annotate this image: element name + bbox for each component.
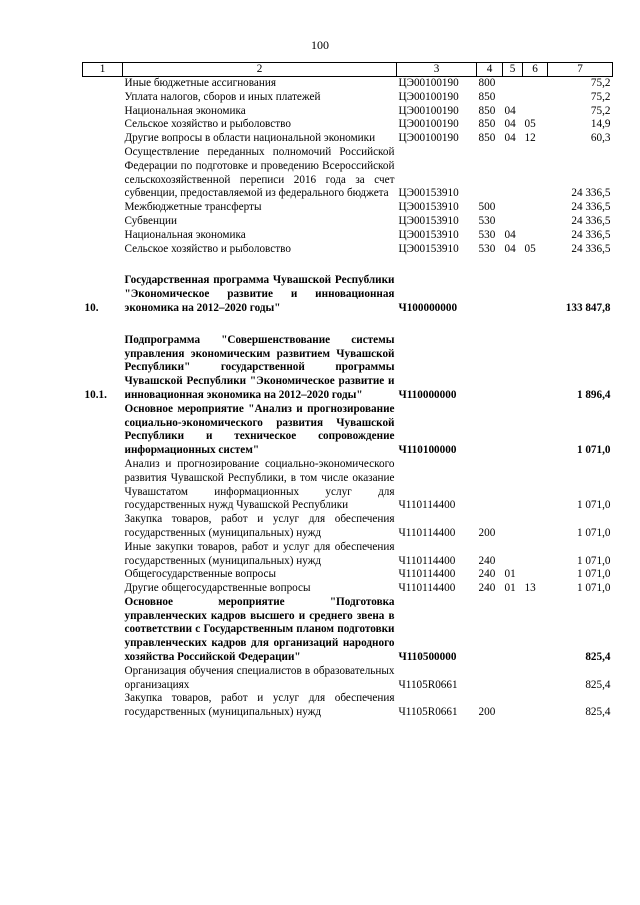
table-row xyxy=(83,105,613,119)
row-section xyxy=(503,334,523,403)
row-code: Ч1105R0661 xyxy=(398,706,458,719)
row-section: 04 xyxy=(504,118,516,131)
row-amount: 24 336,5 xyxy=(571,201,611,214)
row-expense-type: 530 xyxy=(478,242,496,255)
row-section xyxy=(503,513,523,541)
row-expense-type: 530 xyxy=(478,214,496,227)
table-row xyxy=(83,201,613,215)
table-row xyxy=(83,692,613,720)
table-row xyxy=(83,513,613,541)
row-subsection: 13 xyxy=(524,582,536,595)
row-name: Организация обучения специалистов в образовательных организациях xyxy=(124,664,395,691)
table-row xyxy=(83,91,613,105)
row-number xyxy=(83,229,123,243)
row-code: Ч1105R0661 xyxy=(398,678,458,691)
row-code: Ч110114400 xyxy=(398,554,456,567)
row-subsection xyxy=(523,458,548,513)
spacer-row xyxy=(83,256,613,274)
row-subsection xyxy=(523,105,548,119)
row-section: 01 xyxy=(504,568,516,581)
row-expense-type: 850 xyxy=(478,104,496,117)
row-subsection xyxy=(523,274,548,315)
row-amount: 1 071,0 xyxy=(576,582,611,595)
row-code: Ч110500000 xyxy=(398,651,457,664)
row-expense-type: 800 xyxy=(478,77,496,89)
table-row xyxy=(83,582,613,596)
row-number xyxy=(83,513,123,541)
table-row xyxy=(83,541,613,569)
header-col-5: 5 xyxy=(503,63,523,77)
row-name: Уплата налогов, сборов и иных платежей xyxy=(124,90,321,103)
row-subsection: 05 xyxy=(524,118,536,131)
table-row xyxy=(83,596,613,665)
row-subsection xyxy=(523,201,548,215)
row-code: Ч100000000 xyxy=(398,301,458,314)
row-number xyxy=(83,582,123,596)
row-section xyxy=(503,215,523,229)
row-subsection: 12 xyxy=(524,132,536,145)
row-amount: 1 071,0 xyxy=(576,499,611,512)
row-name: Осуществление переданных полномочий Российской Федерации по подготовке и проведению Всероссийской сельскохозяйственной переписи 2016 года за счет субвенции, предоставляемой из федерального бюджета xyxy=(124,145,395,200)
row-number xyxy=(83,568,123,582)
row-number xyxy=(83,541,123,569)
table-row xyxy=(83,146,613,201)
row-subsection xyxy=(523,403,548,458)
row-expense-type xyxy=(477,596,503,665)
row-section xyxy=(503,596,523,665)
row-name: Другие общегосударственные вопросы xyxy=(124,582,311,595)
row-name: Другие вопросы в области национальной экономики xyxy=(124,132,376,145)
row-number: 10. xyxy=(84,301,99,314)
spacer-row xyxy=(83,316,613,334)
table-row xyxy=(83,132,613,146)
row-section xyxy=(503,146,523,201)
row-section xyxy=(503,692,523,720)
table-row xyxy=(83,458,613,513)
row-number xyxy=(83,215,123,229)
row-name: Сельское хозяйство и рыболовство xyxy=(124,242,291,255)
row-code: Ч110114400 xyxy=(398,582,456,595)
row-number xyxy=(83,146,123,201)
table-row xyxy=(83,215,613,229)
table-header xyxy=(83,63,613,77)
row-section xyxy=(503,91,523,105)
row-name: Национальная экономика xyxy=(124,104,246,117)
table-row xyxy=(83,77,613,91)
row-amount: 75,2 xyxy=(590,90,611,103)
table-row xyxy=(83,118,613,132)
row-expense-type: 850 xyxy=(478,132,496,145)
row-code: ЦЭ00153910 xyxy=(398,214,459,227)
row-section xyxy=(503,274,523,315)
row-number xyxy=(83,77,123,91)
row-section: 04 xyxy=(504,242,516,255)
row-amount: 24 336,5 xyxy=(571,228,611,241)
row-code: Ч110114400 xyxy=(398,499,456,512)
row-section xyxy=(503,665,523,693)
row-amount: 24 336,5 xyxy=(571,214,611,227)
row-name: Межбюджетные трансферты xyxy=(124,201,262,214)
table-body xyxy=(83,77,613,721)
table-row xyxy=(83,334,613,403)
row-section xyxy=(503,403,523,458)
row-expense-type: 200 xyxy=(478,706,496,719)
header-col-3: 3 xyxy=(397,63,477,77)
row-expense-type: 500 xyxy=(478,201,496,214)
row-code: ЦЭ00100190 xyxy=(398,77,459,89)
row-name: Иные закупки товаров, работ и услуг для обеспечения государственных (муниципальных) нужд xyxy=(124,540,395,567)
header-col-2: 2 xyxy=(123,63,397,77)
header-col-7: 7 xyxy=(548,63,613,77)
spacer-cell xyxy=(83,256,613,274)
row-expense-type: 200 xyxy=(478,526,496,539)
row-number xyxy=(83,201,123,215)
row-number xyxy=(83,692,123,720)
row-name: Субвенции xyxy=(124,214,177,227)
row-amount: 14,9 xyxy=(590,118,611,131)
table-row xyxy=(83,568,613,582)
row-code: ЦЭ00153910 xyxy=(398,201,459,214)
row-code: Ч110114400 xyxy=(398,526,456,539)
row-number xyxy=(83,118,123,132)
row-section xyxy=(503,77,523,91)
row-expense-type xyxy=(477,334,503,403)
page-number: 100 xyxy=(311,38,329,52)
row-amount: 60,3 xyxy=(590,132,611,145)
header-col-1: 1 xyxy=(83,63,123,77)
row-subsection xyxy=(523,665,548,693)
table-row xyxy=(83,229,613,243)
row-amount: 75,2 xyxy=(590,104,611,117)
row-code: ЦЭ00153910 xyxy=(398,187,459,200)
row-name: Государственная программа Чувашской Республики "Экономическое развитие и инновационная экономика на 2012–2020 годы" xyxy=(124,274,395,314)
row-code: ЦЭ00100190 xyxy=(398,118,459,131)
row-code: Ч110100000 xyxy=(398,444,457,457)
row-name: Сельское хозяйство и рыболовство xyxy=(124,118,291,131)
row-amount: 24 336,5 xyxy=(571,242,611,255)
row-subsection xyxy=(523,541,548,569)
row-number xyxy=(83,403,123,458)
row-subsection xyxy=(523,596,548,665)
row-code: ЦЭ00100190 xyxy=(398,132,459,145)
row-expense-type: 850 xyxy=(478,118,496,131)
row-code: ЦЭ00100190 xyxy=(398,90,459,103)
row-expense-type xyxy=(477,665,503,693)
row-section xyxy=(503,201,523,215)
table-row xyxy=(83,243,613,257)
row-subsection xyxy=(523,334,548,403)
header-col-4: 4 xyxy=(477,63,503,77)
row-subsection xyxy=(523,215,548,229)
row-amount: 133 847,8 xyxy=(565,301,611,314)
row-section: 04 xyxy=(504,132,516,145)
row-expense-type: 850 xyxy=(478,90,496,103)
row-name: Основное мероприятие "Анализ и прогнозирование социально-экономического развития Чувашской Республики и техническое сопровождение информационных систем" xyxy=(124,402,395,457)
row-amount: 825,4 xyxy=(585,706,611,719)
row-amount: 825,4 xyxy=(585,651,611,664)
row-name: Иные бюджетные ассигнования xyxy=(124,77,276,89)
row-expense-type xyxy=(477,403,503,458)
row-code: ЦЭ00153910 xyxy=(398,242,459,255)
row-number: 10.1. xyxy=(84,388,107,401)
row-expense-type: 530 xyxy=(478,228,496,241)
row-code: Ч110000000 xyxy=(398,388,457,401)
row-subsection xyxy=(523,146,548,201)
row-number xyxy=(83,596,123,665)
row-subsection xyxy=(523,91,548,105)
row-expense-type: 240 xyxy=(478,568,496,581)
row-expense-type xyxy=(477,146,503,201)
row-number xyxy=(83,91,123,105)
budget-table xyxy=(82,62,613,720)
row-section: 04 xyxy=(504,228,516,241)
row-amount: 825,4 xyxy=(585,678,611,691)
row-name: Основное мероприятие "Подготовка управленческих кадров высшего и среднего звена в соответствии с Государственным планом подготовки управленческих кадров для организаций народного хозяйства Российской Федерации" xyxy=(124,595,395,664)
row-subsection xyxy=(523,229,548,243)
row-amount: 24 336,5 xyxy=(571,187,611,200)
row-number xyxy=(83,458,123,513)
row-code: Ч110114400 xyxy=(398,568,456,581)
row-section xyxy=(503,541,523,569)
row-subsection xyxy=(523,692,548,720)
row-number xyxy=(83,105,123,119)
row-amount: 1 071,0 xyxy=(576,568,611,581)
row-subsection: 05 xyxy=(524,242,536,255)
row-name: Анализ и прогнозирование социально-экономического развития Чувашской Республики, в том числе оказание Чувашстатом информационных услуг для государственных нужд Чувашской Республики xyxy=(124,457,395,512)
header-col-6: 6 xyxy=(523,63,548,77)
row-amount: 1 071,0 xyxy=(576,526,611,539)
row-amount: 1 071,0 xyxy=(576,444,611,457)
row-amount: 75,2 xyxy=(590,77,611,89)
row-name: Общегосударственные вопросы xyxy=(124,568,277,581)
row-name: Подпрограмма "Совершенствование системы управления экономическим развитием Чувашской Республики" государственной программы Чувашской Республики "Экономическое развитие и инновационная экономика на 2012–2020 годы" xyxy=(124,333,395,401)
row-section: 04 xyxy=(504,104,516,117)
row-expense-type: 240 xyxy=(478,582,496,595)
table-row xyxy=(83,274,613,315)
row-subsection xyxy=(523,568,548,582)
row-name: Закупка товаров, работ и услуг для обеспечения государственных (муниципальных) нужд xyxy=(124,513,395,539)
row-expense-type xyxy=(477,274,503,315)
row-section: 01 xyxy=(504,582,516,595)
row-code: ЦЭ00153910 xyxy=(398,228,459,241)
row-expense-type xyxy=(477,458,503,513)
row-expense-type: 240 xyxy=(478,554,496,567)
row-subsection xyxy=(523,513,548,541)
row-amount: 1 071,0 xyxy=(576,554,611,567)
row-name: Национальная экономика xyxy=(124,228,246,241)
spacer-cell xyxy=(83,316,613,334)
row-number xyxy=(83,132,123,146)
row-number xyxy=(83,665,123,693)
row-number xyxy=(83,243,123,257)
table-row xyxy=(83,665,613,693)
table-row xyxy=(83,403,613,458)
row-subsection xyxy=(523,77,548,91)
row-name: Закупка товаров, работ и услуг для обеспечения государственных (муниципальных) нужд xyxy=(124,692,395,719)
row-code: ЦЭ00100190 xyxy=(398,104,459,117)
row-amount: 1 896,4 xyxy=(576,388,611,401)
header-row xyxy=(83,63,613,77)
row-section xyxy=(503,458,523,513)
